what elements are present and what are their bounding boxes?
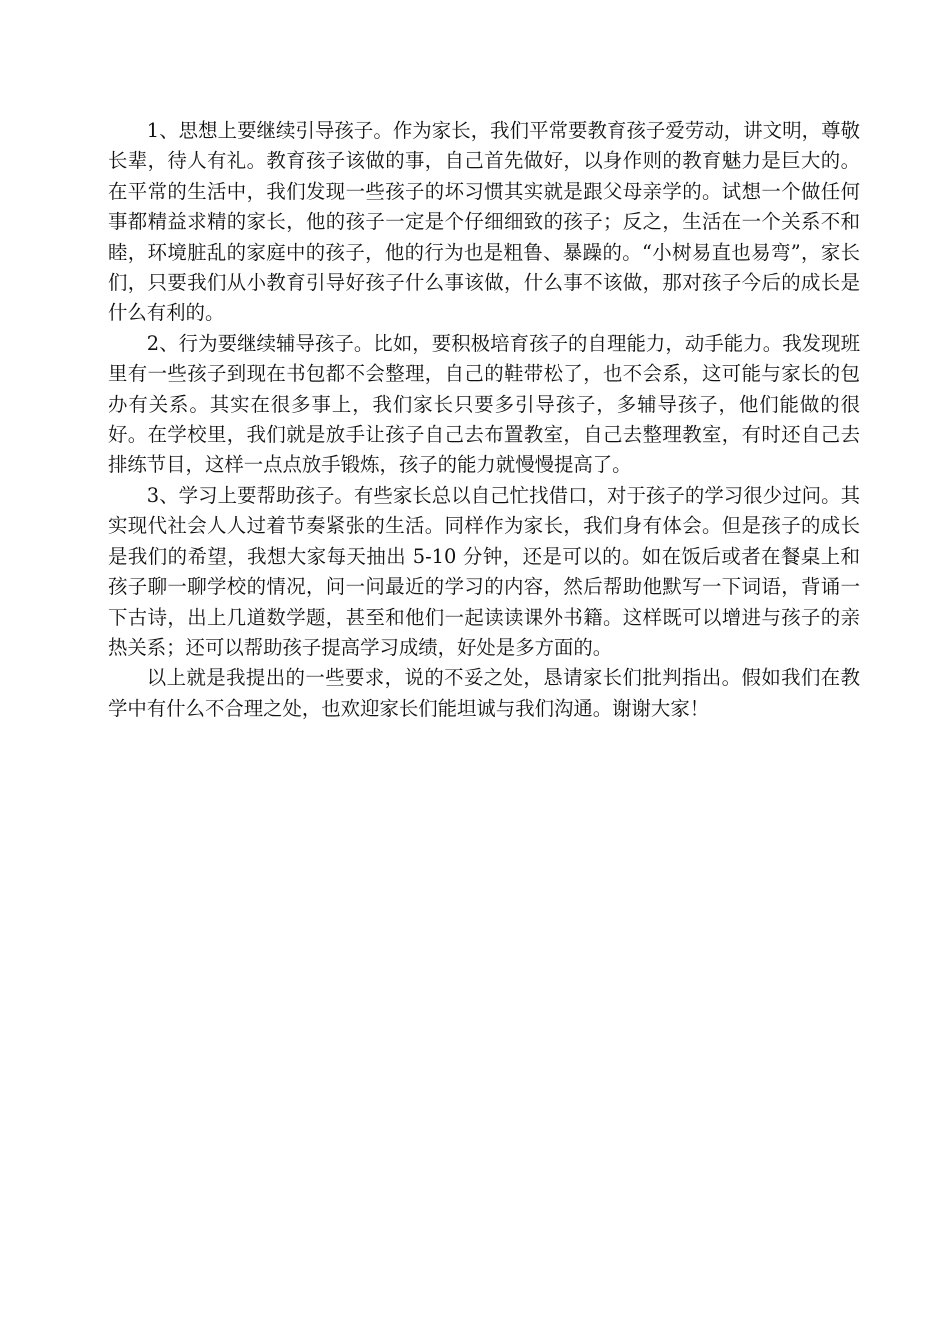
paragraph-guidance-thought: 1、思想上要继续引导孩子。作为家长，我们平常要教育孩子爱劳动，讲文明，尊敬长辈，待人有礼。教育孩子该做的事，自己首先做好，以身作则的教育魅力是巨大的。在平常的生活中，我们发现一些孩子的坏习惯其实就是跟父母亲学的。试想一个做任何事都精益求精的家长，他的孩子一定是个仔细细致的孩子；反之，生活在一个关系不和睦，环境脏乱的家庭中的孩子，他的行为也是粗鲁、暴躁的。“小树易直也易弯”，家长们，只要我们从小教育引导好孩子什么事该做，什么事不该做，那对孩子今后的成长是什么有利的。 <box>108 119 860 325</box>
paragraph-closing: 以上就是我提出的一些要求，说的不妥之处，恳请家长们批判指出。假如我们在教学中有什么不合理之处，也欢迎家长们能坦诚与我们沟通。谢谢大家！ <box>108 666 860 720</box>
document-body <box>108 116 860 724</box>
paragraph-guidance-behavior: 2、行为要继续辅导孩子。比如，要积极培育孩子的自理能力，动手能力。我发现班里有一些孩子到现在书包都不会整理，自己的鞋带松了，也不会系，这可能与家长的包办有关系。其实在很多事上，我们家长只要多引导孩子，多辅导孩子，他们能做的很好。在学校里，我们就是放手让孩子自己去布置教室，自己去整理教室，有时还自己去排练节目，这样一点点放手锻炼，孩子的能力就慢慢提高了。 <box>108 331 860 477</box>
paragraph-help-study: 3、学习上要帮助孩子。有些家长总以自己忙找借口，对于孩子的学习很少过问。其实现代社会人人过着节奏紧张的生活。同样作为家长，我们身有体会。但是孩子的成长是我们的希望，我想大家每天抽出 5-10 分钟，还是可以的。如在饭后或者在餐桌上和孩子聊一聊学校的情况，问一问最近的学习的内容，然后帮助他默写一下词语，背诵一下古诗，出上几道数学题，甚至和他们一起读读课外书籍。这样既可以增进与孩子的亲热关系；还可以帮助孩子提高学习成绩，好处是多方面的。 <box>108 483 860 659</box>
